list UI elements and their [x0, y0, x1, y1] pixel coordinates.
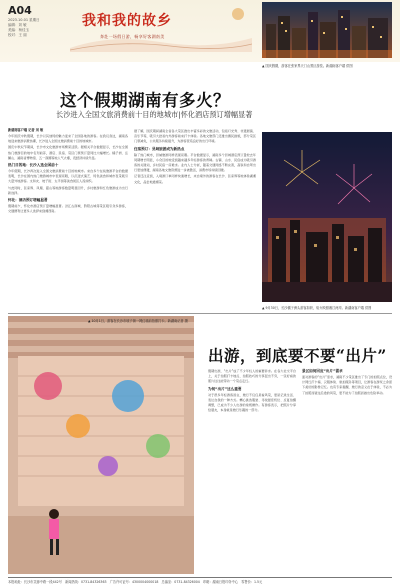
article-paragraph: 据了解，国庆期间湖南全省各大景区推出丰富多彩的文旅活动，包括灯光秀、非遗展演、音乐节等，吸引大批省内外游客前来打卡体验。各地文旅部门还推出惠民措施，部分景区门票减免，公共服务持续提升，为游客营造良好的出行环境。 — [134, 129, 256, 144]
story1-column-2 — [134, 128, 256, 310]
issue-line: 编辑：刘 敏 — [8, 23, 27, 27]
article-paragraph: 假期出游，“出片”成了不少年轻人的重要诉求。在各大社交平台上，关于拍照打卡地点、拍照技巧的分享层出不穷，一张好看的照片往往能带动一个景点走红。 — [208, 369, 296, 384]
page-footer: 本报地址：长沙市芙蓉中路一段442号 新闻热线：0731-84326363 广告许可证号：4300004000018 总编室：0731-84326004 印刷：湖南日报印务中心 零售价：1.5元 — [8, 580, 263, 584]
story2-column-2 — [302, 368, 392, 574]
article-paragraph: 今年假期，长沙再次进入全国文旅消费前十目的地城市。来自多个在线旅游平台的数据表明，长沙在国内热门旅游城市中表现亮眼，以沉浸式演艺、特色美食和城市夜景吸引大量外地游客。文和友、坡子街、太平街等美食街区人流如织。 — [8, 169, 128, 184]
page-number: A04 — [8, 4, 32, 17]
article-paragraph: 对于很多年轻游客而言，旅行不仅仅是看风景，更是记录生活、表达自我的一种方式。精心挑选服装、寻找最佳机位、反复拍摄调整，已成为不少人出游的常规操作。有游客表示，把照片分享给朋友，本身就是旅行乐趣的一部分。 — [208, 392, 296, 413]
photo-caption-right: ▲ 9月30日，长沙橘子洲头游客如织，焰火映照湘江两岸。新湖南客户端 供图 — [262, 306, 372, 310]
photo-mural-wall — [8, 316, 194, 574]
article-subheading: 热门目的地：长沙入选全国前十 — [8, 163, 59, 168]
headline-main: 这个假期湖南有多火？ — [60, 91, 230, 110]
article-subheading: 为何“出片”这么重要 — [208, 386, 242, 391]
article-paragraph: 今年国庆中秋假期，长沙以其独特的魅力迎来了全国各地的游客。在我们身边，湖南各地迎来旅游消费热潮，长沙进入全国文旅消费前十目的地城市。 — [8, 134, 128, 144]
article-subheading: 住宿预订：县域旅游成为新热点 — [134, 146, 185, 151]
article-paragraph: 假期前夕，怀化市酒店预订量增幅显著。洪江古商城、黔阳古城等景区吸引众多游客，交通便利让更多人选择来到湘西南。 — [8, 204, 128, 214]
story2-column-1 — [208, 368, 296, 574]
byline: 新湖南客户端 记者 刘 敏 — [8, 128, 44, 132]
issue-line: 校对：王 丽 — [8, 33, 27, 37]
article-paragraph: 除了热门城市，县域旅游同样表现亮眼。平台数据显示，湖南多个县城酒店预订量较去年同期增长明显，小众目的地受到越来越多年轻游客的青睐。古镇、山水、民俗成为吸引游客的关键词，乡村民宿一房难求。业内人士分析，随着交通网络不断完善，高铁和自驾出行更加便捷，湖南各地文旅资源进一步被激活，消费市场持续回暖。 — [134, 152, 256, 173]
issue-line: 美编：杨佳玉 — [8, 28, 29, 32]
footer-rule — [8, 577, 392, 578]
article-paragraph: 面对游客的“出片”需求，湖南不少景区推出了专门的拍照点位，设计网红打卡墙、汉服体验、航拍服务等项目，让游客在游玩之余留下美好的影像记忆。也有专家提醒，旅行的意义在于体验，不必为了拍照而错过沿途的风景，更不能为了拍照而做出危险举动。 — [302, 375, 392, 395]
headline-secondary: 出游，到底要不要“出片” — [208, 346, 387, 365]
issue-line: 2023.10.01 星期日 — [8, 18, 40, 22]
article-paragraph: 国庆中秋双节期间，长沙市文化旅游市场繁荣活跃。据相关平台数据显示，长沙在全国热门旅游目的地中名列前茅，酒店、民宿、景区门票预订量同比大幅增长。橘子洲、岳麓山、湖南省博物馆、五一商圈等地人气火爆，夜经济持续升温。 — [8, 145, 128, 160]
header-photo-caption: ▲ 国庆假期，游客在张家界天门山景区游览。新湖南客户端 供图 — [262, 64, 353, 68]
article-subheading: 景区如何回应“出片”需求 — [302, 369, 343, 373]
issue-info — [8, 18, 68, 38]
photo-caption-wall: ▲ 10月1日，游客在长沙市坡子街一网红墙前拍照打卡。新湖南记者 摄 — [88, 319, 188, 323]
section-title: 我和我的故乡 — [82, 13, 172, 29]
article-paragraph: 记者还注意到，入境游订单同样快速增长，来自境外的游客在长沙、张家界等地体验湖湘文化，品尝地道湘菜。 — [134, 174, 256, 184]
subheadline-main: 长沙进入全国文旅消费前十目的地城市|怀化酒店预订增幅显著 — [56, 110, 253, 119]
article-subheading: 怀化：酒店预订增幅显著 — [8, 198, 48, 203]
section-divider — [8, 313, 392, 314]
photo-fireworks-riverside — [262, 132, 392, 302]
article-paragraph: 与此同时，张家界、凤凰、韶山等地游客数量明显回升，乡村旅游和红色旅游成为出行新选择。 — [8, 185, 128, 195]
story1-column-1 — [8, 128, 128, 310]
header-photo-night-city — [262, 2, 392, 58]
section-subtitle: 奔赴一场假日游，畅享好客湖南美 — [100, 34, 165, 39]
